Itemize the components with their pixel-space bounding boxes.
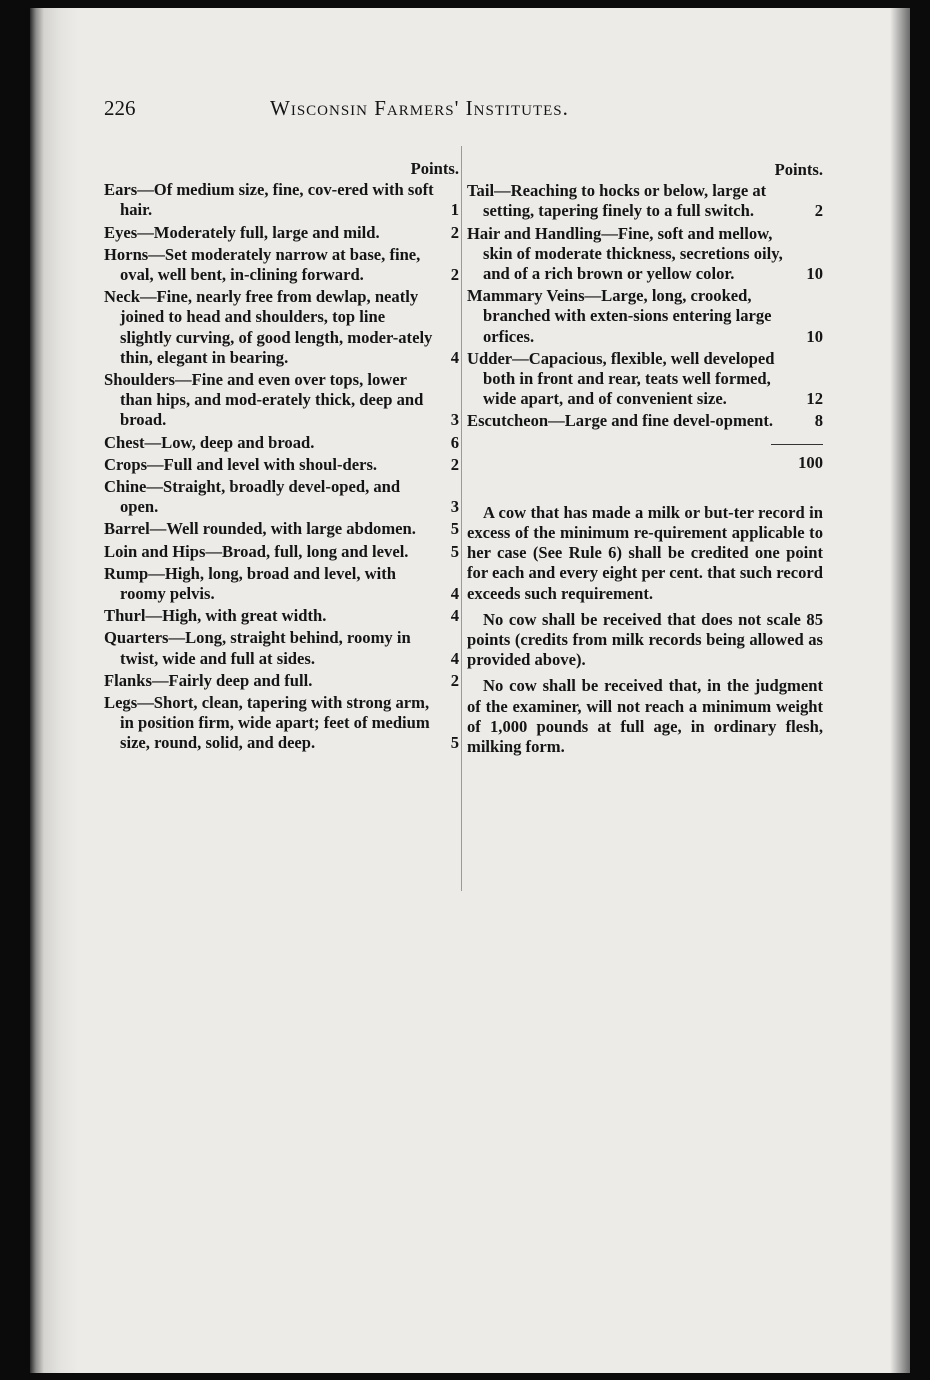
score-item-points: 4 [450, 648, 459, 668]
score-item-description: Mammary Veins—Large, long, crooked, branched with exten-sions entering large orfices. [467, 286, 772, 346]
right-column [467, 160, 823, 757]
points-heading: Points. [774, 160, 823, 179]
score-item-description: Tail—Reaching to hocks or below, large at setting, tapering finely to a full switch. [467, 181, 767, 221]
score-item-description: Loin and Hips—Broad, full, long and level. [104, 541, 409, 561]
score-item-description: Shoulders—Fine and even over tops, lower than hips, and mod-erately thick, deep and broad. [104, 370, 424, 430]
page-gutter-shadow [30, 8, 78, 1373]
score-item-points: 10 [806, 326, 823, 346]
score-item-points: 6 [450, 432, 459, 452]
score-item [104, 455, 459, 475]
score-item [104, 606, 459, 626]
score-item-points: 5 [450, 541, 459, 561]
score-item-points: 5 [450, 519, 459, 539]
score-item-description: Udder—Capacious, flexible, well developed both in front and rear, teats well formed, wide apart, and of convenient size. [467, 348, 775, 409]
score-item-description: Quarters—Long, straight behind, roomy in twist, wide and full at sides. [104, 628, 411, 668]
score-item-description: Escutcheon—Large and fine devel-opment. [467, 411, 774, 431]
score-item-points: 5 [450, 733, 459, 753]
left-column [104, 159, 459, 756]
score-item [104, 671, 459, 691]
score-item [104, 287, 459, 368]
score-item [104, 564, 459, 604]
score-item [104, 519, 459, 539]
score-item-description: Crops—Full and level with shoul-ders. [104, 454, 378, 474]
page-number: 226 [104, 96, 136, 120]
score-item [104, 245, 459, 285]
score-item [467, 181, 823, 221]
rule-paragraph: No cow shall be received that does not scale 85 points (credits from milk records being allowed as provided above). [467, 609, 823, 670]
score-item [104, 433, 459, 453]
rule-paragraph: A cow that has made a milk or but-ter record in excess of the minimum re-quirement applicable to her case (See Rule 6) shall be credited one point for each and every eight per cent. that such record exceeds such requirement. [467, 502, 823, 603]
total-rule [771, 444, 823, 445]
rule-paragraph: No cow shall be received that, in the judgment of the examiner, will not reach a minimum weight of 1,000 pounds at full age, in ordinary flesh, milking form. [467, 676, 823, 757]
score-item-points: 2 [450, 222, 459, 242]
points-heading: Points. [410, 159, 459, 178]
score-item-description: Legs—Short, clean, tapering with strong arm, in position firm, wide apart; feet of medium size, round, solid, and deep. [104, 693, 430, 753]
page-edge-shadow [890, 8, 910, 1373]
score-item [467, 411, 823, 431]
score-item-points: 12 [806, 389, 823, 409]
score-item-description: Barrel—Well rounded, with large abdomen. [104, 519, 416, 539]
score-item [467, 224, 823, 285]
score-item-description: Neck—Fine, nearly free from dewlap, neatly joined to head and shoulders, top line slightly curving, of good length, moder-ately thin, elegant in bearing. [104, 287, 433, 367]
score-item [467, 349, 823, 410]
score-item [104, 477, 459, 517]
score-item-description: Hair and Handling—Fine, soft and mellow, skin of moderate thickness, secretions oily, and of a rich brown or yellow color. [467, 223, 783, 284]
score-item-points: 10 [806, 264, 823, 284]
scorecard-list-left [104, 180, 459, 753]
score-item-points: 4 [450, 584, 459, 604]
score-item [104, 628, 459, 668]
score-item-points: 2 [814, 201, 823, 221]
score-item-points: 2 [450, 454, 459, 474]
score-item-description: Rump—High, long, broad and level, with roomy pelvis. [104, 563, 396, 604]
points-total: 100 [798, 452, 823, 472]
score-item-description: Chine—Straight, broadly devel-oped, and open. [104, 477, 401, 517]
score-item-description: Thurl—High, with great width. [104, 606, 327, 626]
score-item-points: 1 [450, 200, 459, 220]
score-item-points: 3 [450, 497, 459, 517]
score-item [104, 693, 459, 754]
rules-paragraphs [467, 503, 823, 757]
score-item [467, 286, 823, 347]
running-title: Wisconsin Farmers' Institutes. [270, 96, 569, 120]
score-item [104, 223, 459, 243]
page-header [104, 96, 664, 126]
score-item-points: 4 [450, 606, 459, 626]
score-item-description: Eyes—Moderately full, large and mild. [104, 222, 380, 242]
score-item-points: 4 [450, 347, 459, 367]
scorecard-list-right [467, 181, 823, 431]
score-item [104, 180, 459, 220]
score-item [104, 370, 459, 431]
score-item-points: 2 [450, 670, 459, 690]
score-item-points: 8 [814, 411, 823, 431]
score-item-description: Ears—Of medium size, fine, cov-ered with soft hair. [104, 180, 434, 220]
score-item-description: Chest—Low, deep and broad. [104, 432, 315, 452]
score-item-points: 2 [450, 265, 459, 285]
score-item-description: Horns—Set moderately narrow at base, fine, oval, well bent, in-clining forward. [104, 244, 421, 285]
score-item [104, 542, 459, 562]
score-item-description: Flanks—Fairly deep and full. [104, 670, 313, 690]
score-item-points: 3 [450, 410, 459, 430]
column-divider [461, 146, 462, 891]
